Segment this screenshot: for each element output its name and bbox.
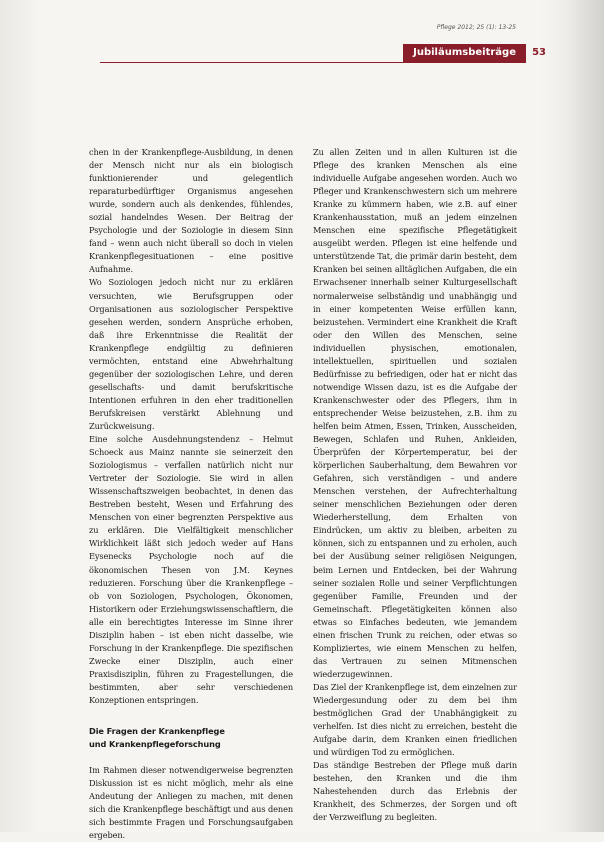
paragraph: Das Ziel der Krankenpflege ist, dem einzelnen zur Wiedergesundung oder zu dem bei ihm bestmöglichen Grad der Unabhängigkeit zu verhelfen. Ist dies nicht zu erreichen, besteht die Aufgabe darin, dem Kranken einen friedlichen und würdigen Tod zu ermöglichen. bbox=[313, 681, 517, 758]
spacer bbox=[89, 707, 293, 725]
paragraph: Eine solche Ausdehnungstendenz – Helmut Schoeck aus Mainz nannte sie seinerzeit den Soziologismus – verfallen natürlich nicht nur Vertreter der Soziologie. Sie wird in allen Wissenschaftszweigen beobachtet, in denen das Bestreben besteht, Wesen und Erfahrung des Menschen von einer begrenzten Perspektive aus zu erklären. Die Vielfältigkeit menschlicher Wirklichkeit läßt sich jedoch weder auf Hans Eysenecks Psychologie noch auf die ökonomischen Thesen von J.M. Keynes reduzieren. Forschung über die Krankenpflege – ob von Soziologen, Psychologen, Ökonomen, Historikern oder Erziehungswissenschaftlern, die alle ein berechtigtes Interesse im Sinne ihrer Disziplin haben – ist eben nicht dasselbe, wie Forschung in der Krankenpflege. Die spezifischen Zwecke einer Disziplin, auch einer Praxisdisziplin, führen zu Fragestellungen, die bestimmten, aber sehr verschiedenen Konzeptionen entspringen. bbox=[89, 434, 293, 705]
section-banner bbox=[100, 44, 526, 63]
paragraph: Wo Soziologen jedoch nicht nur zu erklären versuchten, wie Berufsgruppen oder Organisationen aus soziologischer Perspektive gesehen werden, sondern Ansprüche erhoben, daß ihre Erkenntnisse die Realität der Krankenpflege endgültig zu definieren vermöchten, entstand eine Abwehrhaltung gegenüber der soziologischen Lehre, und deren gesellschafts- und damit berufskritische Intentionen erfuhren in den eher traditionellen Berufskreisen verstärkt Ablehnung und Zurückweisung. bbox=[89, 277, 293, 431]
section-tab: Jubiläumsbeiträge bbox=[403, 44, 526, 62]
paragraph: Im Rahmen dieser notwendigerweise begrenzten Diskussion ist es nicht möglich, mehr als eine Andeutung der Anliegen zu machen, mit denen sich die Krankenpflege beschäftigt und aus denen sich bestimmte Fragen und Forschungsaufgaben ergeben. bbox=[89, 765, 293, 841]
paragraph: chen in der Krankenpflege-Ausbildung, in denen der Mensch nicht nur als ein biologisch funktionierender und gelegentlich reparaturbedürftiger Organismus angesehen wurde, sondern auch als denkendes, fühlendes, sozial handelndes Wesen. Der Beitrag der Psychologie und der Soziologie in diesem Sinn fand – wenn auch nicht überall so doch in vielen Krankenpflegesituationen – eine positive Aufnahme. bbox=[89, 147, 293, 275]
page-number: 53 bbox=[532, 47, 546, 58]
running-head: Pflege 2012; 25 (1): 13-25 bbox=[436, 24, 516, 31]
spacer bbox=[89, 751, 293, 764]
paragraph: Zu allen Zeiten und in allen Kulturen ist die Pflege des kranken Menschen als eine individuelle Aufgabe angesehen worden. Auch wo Pfleger und Krankenschwestern sich um mehrere Kranke zu kümmern haben, wie z.B. auf einer Krankenhausstation, muß an jedem einzelnen Menschen eine spezifische Pflegetätigkeit ausgeübt werden. Pflegen ist eine helfende und unterstützende Tat, die primär darin besteht, dem Kranken bei seinen alltäglichen Aufgaben, die ein Erwachsener innerhalb seiner Kulturgesellschaft normalerweise selbständig und unabhängig und in einer kompetenten Weise erfüllen kann, beizustehen. Vermindert eine Krankheit die Kraft oder den Willen des Menschen, seine individuellen physischen, emotionalen, intellektuellen, spirituellen und sozialen Bedürfnisse zu befriedigen, oder hat er nicht das notwendige Wissen dazu, ist es die Aufgabe der Krankenschwester oder des Pflegers, ihm in entsprechender Weise beizustehen, z.B. ihm zu helfen beim Atmen, Essen, Trinken, Ausscheiden, Bewegen, Schlafen und Ruhen, Ankleiden, Überprüfen der Körpertemperatur, bei der körperlichen Sauberhaltung, dem Bewahren vor Gefahren, sich verständigen – und andere Menschen verstehen, der Aufrechterhaltung seiner menschlichen Beziehungen oder deren Wiederherstellung, dem Erhalten von Eindrücken, um aktiv zu bleiben, arbeiten zu können, sich zu entspannen und zu erholen, auch bei der Ausübung seiner religiösen Neigungen, beim Lernen und Entdecken, bei der Wahrung seiner sozialen Rolle und seiner Verpflichtungen gegenüber Familie, Freunden und der Gemeinschaft. Pflegetätigkeiten können also etwas so Einfaches bedeuten, wie jemandem einen frischen Trunk zu reichen, oder etwas so Kompliziertes, wie einem Menschen zu helfen, das Vertrauen zu seinen Mitmenschen wiederzugewinnen. bbox=[313, 147, 517, 679]
right-column bbox=[313, 146, 517, 824]
left-column bbox=[89, 146, 293, 842]
section-heading-line2: und Krankenpflegeforschung bbox=[89, 739, 221, 750]
paragraph: Das ständige Bestreben der Pflege muß darin bestehen, den Kranken und die ihm Nahestehenden durch das Erlebnis der Krankheit, des Schmerzes, der Sorgen und oft der Verzweiflung zu begleiten. bbox=[313, 760, 517, 823]
section-heading-line1: Die Fragen der Krankenpflege bbox=[89, 726, 225, 737]
page-edge-shadow bbox=[564, 0, 604, 832]
